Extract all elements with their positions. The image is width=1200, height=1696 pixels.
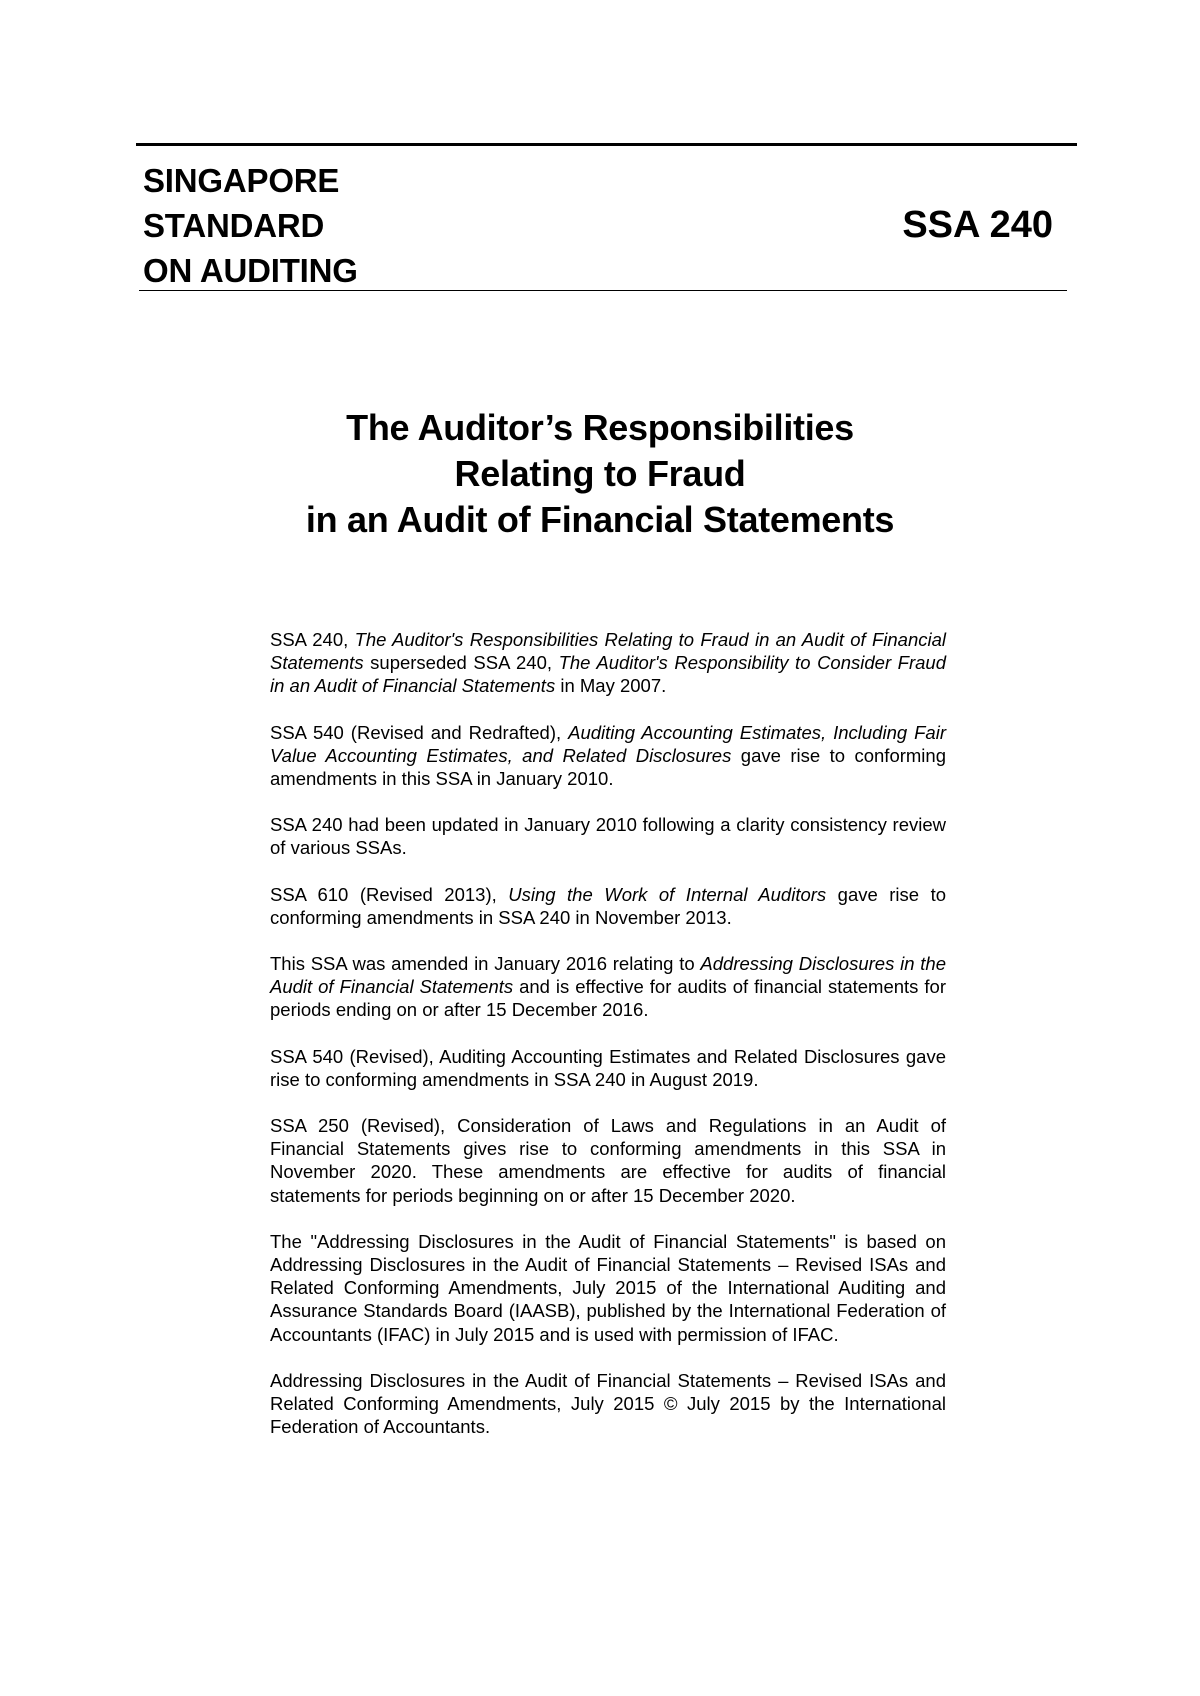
text-run: gave rise to conforming amendments in SSA 240 in November 2013. (270, 883, 946, 928)
paragraph-ssa250-amendment: SSA 250 (Revised), Consideration of Laws and Regulations in an Audit of Financial Statements gives rise to conforming amendments in this SSA in November 2020. These amendments are effective for audits of financial statements for periods beginning on or after 15 December 2020. (270, 1115, 946, 1206)
standard-title-reference: Auditing Accounting Estimates, Including Fair Value Accounting Estimates, and Related Disclosures (270, 721, 946, 766)
text-run: SSA 540 (Revised and Redrafted), (270, 721, 569, 743)
text-run: SSA 610 (Revised 2013), (270, 883, 509, 905)
document-body (270, 628, 946, 1438)
standard-title (143, 158, 358, 293)
paragraph-ssa610-amendment (270, 883, 946, 929)
document-title-line: The Auditor’s Responsibilities (346, 407, 854, 448)
paragraph-ssa540-revised-amendment: SSA 540 (Revised), Auditing Accounting Estimates and Related Disclosures gave rise to conforming amendments in SSA 240 in August 2019. (270, 1045, 946, 1090)
document-title-line: in an Audit of Financial Statements (305, 499, 895, 540)
paragraph-ssa540-amendment (270, 721, 946, 791)
text-run: This SSA was amended in January 2016 relating to (270, 953, 701, 975)
text-run: superseded SSA 240, (363, 652, 559, 674)
standard-title-line: ON AUDITING (143, 252, 358, 289)
document-title (0, 405, 1200, 543)
standard-title-reference: The Auditor's Responsibility to Consider Fraud in an Audit of Financial Statements (270, 652, 947, 697)
document-title-line: Relating to Fraud (454, 453, 746, 494)
paragraph-disclosures-amendment (270, 952, 946, 1022)
paragraph-iaasb-attribution: The "Addressing Disclosures in the Audit of Financial Statements" is based on Addressing Disclosures in the Audit of Financial Statements – Revised ISAs and Related Conforming Amendments, July 2015 of the International Auditing and Assurance Standards Board (IAASB), published by the International Federation of Accountants (IFAC) in July 2015 and is used with permission of IFAC. (270, 1230, 946, 1345)
standard-title-reference: Addressing Disclosures in the Audit of Financial Statements (270, 953, 946, 998)
standard-title-reference: The Auditor's Responsibilities Relating to Fraud in an Audit of Financial Statements (270, 629, 946, 674)
standard-code: SSA 240 (902, 204, 1053, 246)
standard-title-line: STANDARD (143, 207, 325, 244)
standard-title-reference: Using the Work of Internal Auditors (508, 883, 827, 905)
header-bottom-rule (139, 290, 1067, 291)
paragraph-clarity-update: SSA 240 had been updated in January 2010 following a clarity consistency review of various SSAs. (270, 814, 946, 859)
paragraph-supersession (270, 628, 946, 698)
header-top-rule (136, 143, 1077, 146)
text-run: SSA 240, (270, 629, 355, 650)
text-run: in May 2007. (555, 675, 667, 697)
paragraph-copyright: Addressing Disclosures in the Audit of Financial Statements – Revised ISAs and Related Conforming Amendments, July 2015 © July 2015 by the International Federation of Accountants. (270, 1369, 946, 1438)
standard-title-line: SINGAPORE (143, 162, 340, 199)
text-run: and is effective for audits of financial statements for periods ending on or after 15 December 2016. (270, 976, 946, 1021)
text-run: gave rise to conforming amendments in this SSA in January 2010. (270, 744, 946, 790)
